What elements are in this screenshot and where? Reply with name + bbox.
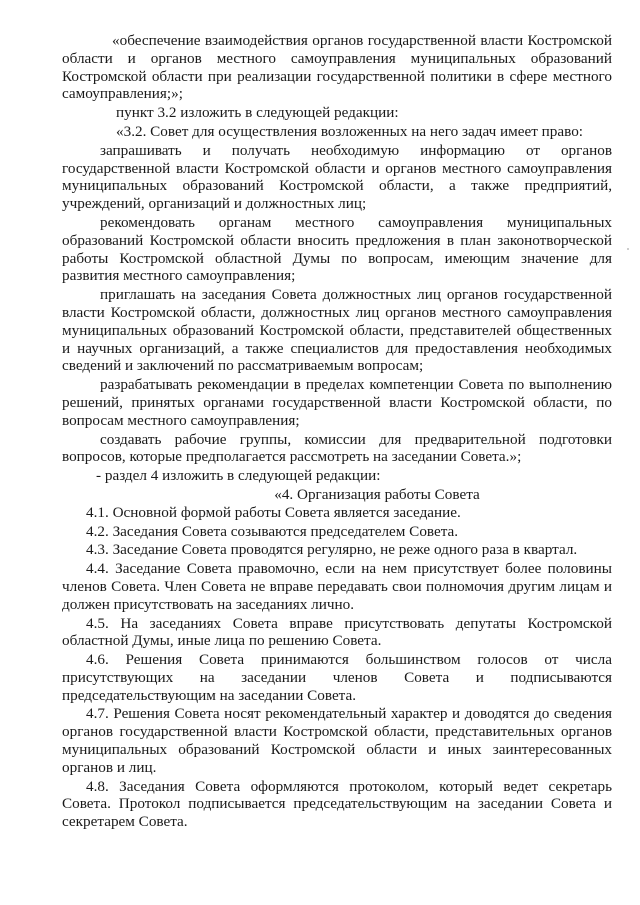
clause-4-6: 4.6. Решения Совета принимаются большинством голосов от числа присутствующих на заседании членов Совета и подписываются председательствующим на заседании Совета. [62,651,612,704]
clause-4-1: 4.1. Основной формой работы Совета является заседание. [86,503,461,521]
clause-4-5: 4.5. На заседаниях Совета вправе присутствовать депутаты Костромской областной Думы, иные лица по решению Совета. [62,614,612,650]
clause-4-7: 4.7. Решения Совета носят рекомендательный характер и доводятся до сведения органов государственной власти Костромской области, представительных органов муниципальных образований Костромской области и иных заинтересованных органов и лиц. [62,705,612,776]
scan-speck [627,248,629,250]
paragraph-request-info: запрашивать и получать необходимую информацию от органов государственной власти Костромской области и органов местного самоуправления муниципальных образований Костромской области, а также предприятий, учреждений, организаций и должностных лиц; [62,141,612,213]
paragraph-invite: приглашать на заседания Совета должностных лиц органов государственной власти Костромской области, должностных лиц органов местного самоуправления муниципальных образований Костромской области, представителей общественных и научных организаций, а также специалистов для предоставления необходимых сведений и заключений по рассматриваемым вопросам; [62,286,612,375]
paragraph-intro-quote: «обеспечение взаимодействия органов государственной власти Костромской области и органов местного самоуправления муниципальных образований Костромской области при реализации государственной политики в сфере местного самоуправления;»; [62,32,612,103]
paragraph-3-2-heading: «3.2. Совет для осуществления возложенных на него задач имеет право: [116,122,584,140]
clause-4-8: 4.8. Заседания Совета оформляются протоколом, который ведет секретарь Совета. Протокол подписывается председательствующим на заседании Совета и секретарем Совета. [62,777,612,831]
paragraph-create-groups: создавать рабочие группы, комиссии для предварительной подготовки вопросов, которые предполагается рассмотреть на заседании Совета.»; [62,430,612,466]
section-4-heading: «4. Организация работы Совета [274,485,480,503]
clause-4-4: 4.4. Заседание Совета правомочно, если на нем присутствует более половины членов Совета. Член Совета не вправе передавать свои полномочия другим лицам и должен присутствовать на заседаниях лично. [62,560,612,613]
paragraph-section-4-intro: - раздел 4 изложить в следующей редакции: [96,467,381,485]
paragraph-recommend: рекомендовать органам местного самоуправления муниципальных образований Костромской области вносить предложения в план законотворческой работы Костромской областной Думы по вопросам, имеющим значение для развития местного самоуправления; [62,213,612,285]
document-page [62,32,612,832]
paragraph-develop-recommendations: разрабатывать рекомендации в пределах компетенции Совета по выполнению решений, принятых органами государственной власти Костромской области, по вопросам местного самоуправления; [62,376,612,429]
clause-4-2: 4.2. Заседания Совета созываются председателем Совета. [86,522,459,540]
clause-4-3: 4.3. Заседание Совета проводятся регулярно, не реже одного раза в квартал. [86,541,578,559]
paragraph-point-3-2-intro: пункт 3.2 изложить в следующей редакции: [116,104,399,122]
